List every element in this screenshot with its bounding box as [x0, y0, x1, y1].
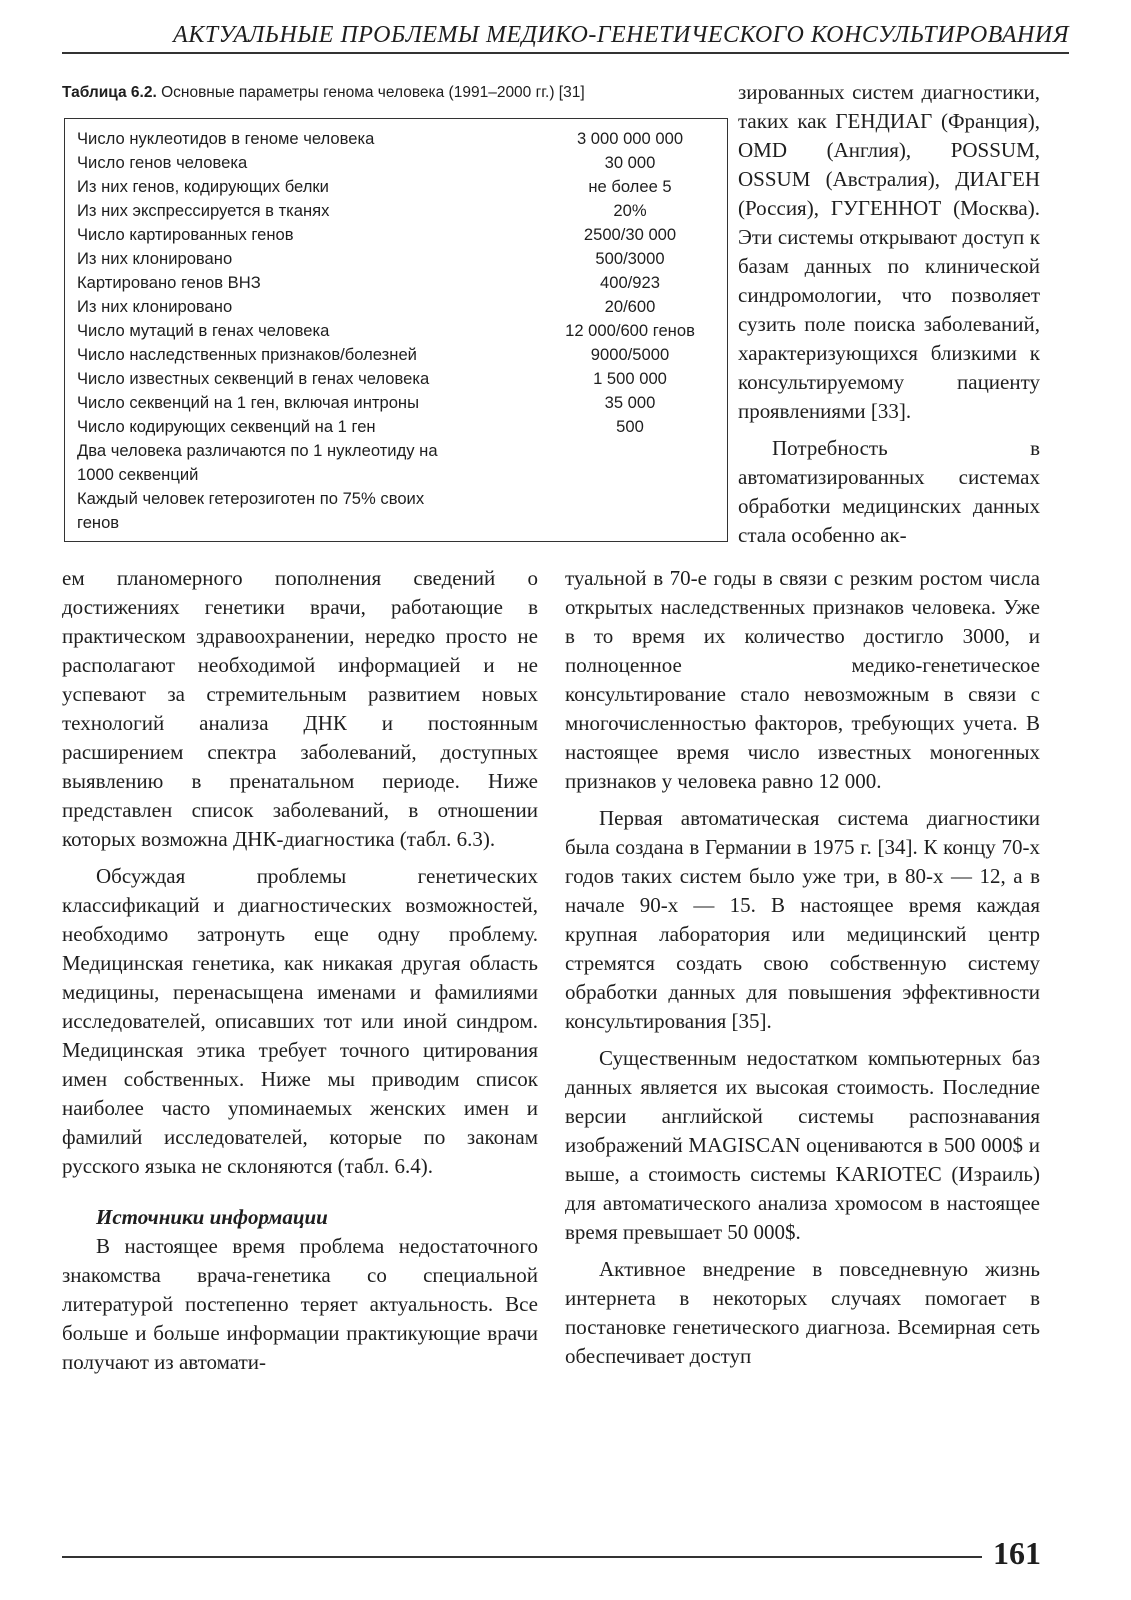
- param-cell: Из них клонировано: [77, 249, 233, 268]
- value-cell: 1 500 000: [593, 369, 667, 388]
- value-cell: 20/600: [604, 297, 656, 316]
- genome-parameters-table: [64, 118, 728, 542]
- table-caption: [62, 84, 732, 102]
- table-row: [77, 415, 727, 439]
- table-row: [77, 367, 727, 391]
- paragraph: зированных систем диагностики, таких как ГЕНДИАГ (Франция), OMD (Англия), POSSUM, OSSUM (Австралия), ДИАГЕН (Россия), ГУГЕННОТ (Москва). Эти системы открывают доступ к базам данных по клинической синдромологии, что позволяет сузить поле поиска заболеваний, характеризующихся близкими к консультируемому пациенту проявлениями [33].: [738, 80, 1040, 423]
- value-cell: 2500/30 000: [583, 225, 677, 244]
- param-cell: Каждый человек гетерозиготен по 75% своих генов: [77, 489, 425, 532]
- table-row: [77, 223, 727, 247]
- table-row: [77, 487, 727, 535]
- table-row: [77, 295, 727, 319]
- paragraph: Обсуждая проблемы генетических классификаций и диагностических возможностей, необходимо затронуть еще одну проблему. Медицинская генетика, как никакая другая область медицины, перенасыщена именами и фамилиями исследователей, описавших тот или иной синдром. Медицинская этика требует точного цитирования имен собственных. Ниже мы приводим список наиболее часто упоминаемых женских имен и фамилий исследователей, которые по законам русского языка не склоняются (табл. 6.4).: [62, 864, 538, 1178]
- table-row: [77, 343, 727, 367]
- right-column-top: [738, 78, 1040, 550]
- table-caption-label: Таблица 6.2.: [62, 84, 157, 101]
- param-cell: Из них генов, кодирующих белки: [77, 177, 329, 196]
- running-header: АКТУАЛЬНЫЕ ПРОБЛЕМЫ МЕДИКО-ГЕНЕТИЧЕСКОГО КОНСУЛЬТИРОВАНИЯ: [62, 18, 1069, 54]
- param-cell: Число кодирующих секвенций на 1 ген: [77, 417, 376, 436]
- paragraph: Потребность в автоматизированных системах обработки медицинских данных стала особенно ак-: [738, 436, 1040, 547]
- table-row: [77, 271, 727, 295]
- param-cell: Число мутаций в генах человека: [77, 321, 330, 340]
- value-cell: 30 000: [604, 153, 656, 172]
- paragraph: Активное внедрение в повседневную жизнь интернета в некоторых случаях помогает в постановке генетического диагноза. Всемирная сеть обеспечивает доступ: [565, 1257, 1040, 1368]
- right-column: [565, 564, 1040, 1371]
- value-cell: 12 000/600 генов: [565, 321, 695, 340]
- left-column: [62, 564, 538, 1377]
- param-cell: Число известных секвенций в генах человека: [77, 369, 430, 388]
- param-cell: Из них экспрессируется в тканях: [77, 201, 330, 220]
- param-cell: Число наследственных признаков/болезней: [77, 345, 417, 364]
- param-cell: Из них клонировано: [77, 297, 233, 316]
- value-cell: не более 5: [588, 177, 672, 196]
- paragraph: В настоящее время проблема недостаточного знакомства врача-генетика со специальной литературой постепенно теряет актуальность. Все больше и больше информации практикующие врачи получают из автомати-: [62, 1234, 538, 1374]
- table-row: [77, 319, 727, 343]
- table-row: [77, 151, 727, 175]
- page-number: 161: [993, 1535, 1041, 1571]
- footer-rule: [62, 1556, 982, 1558]
- table-row: [77, 391, 727, 415]
- value-cell: 20%: [613, 201, 647, 220]
- value-cell: 500: [616, 417, 644, 436]
- value-cell: 3 000 000 000: [576, 129, 684, 148]
- paragraph: Первая автоматическая система диагностики была создана в Германии в 1975 г. [34]. К концу 70-х годов таких систем было уже три, в 80-х — 12, а в начале 90-х — 15. В настоящее время каждая крупная лаборатория или медицинский центр стремятся создать свою собственную систему обработки данных для повышения эффективности консультирования [35].: [565, 806, 1040, 1033]
- value-cell: [457, 487, 635, 535]
- param-cell: Число нуклеотидов в геноме человека: [77, 129, 375, 148]
- table-row: [77, 247, 727, 271]
- table-row: [77, 175, 727, 199]
- param-cell: Два человека различаются по 1 нуклеотиду на 1000 секвенций: [77, 441, 438, 484]
- param-cell: Число генов человека: [77, 153, 248, 172]
- section-heading: Источники информации: [96, 1205, 328, 1229]
- value-cell: 500/3000: [595, 249, 665, 268]
- paragraph: туальной в 70-е годы в связи с резким ростом числа открытых наследственных признаков человека. Уже в то время их количество достигло 3000, и полноценное медико-генетическое консультирование стало невозможным в связи с многочисленностью факторов, требующих учета. В настоящее время число известных моногенных признаков у человека равно 12 000.: [565, 566, 1040, 793]
- param-cell: Картировано генов ВНЗ: [77, 273, 261, 292]
- param-cell: Число картированных генов: [77, 225, 294, 244]
- param-cell: Число секвенций на 1 ген, включая интроны: [77, 393, 420, 412]
- table-row: [77, 199, 727, 223]
- table-row: [77, 127, 727, 151]
- table-caption-text: Основные параметры генома человека (1991–2000 гг.) [31]: [161, 84, 585, 101]
- paragraph: Существенным недостатком компьютерных баз данных является их высокая стоимость. Последние версии английской системы распознавания изображений MAGISCAN оцениваются в 500 000$ и выше, а стоимость системы KARIOTEC (Израиль) для автоматического анализа хромосом в настоящее время превышает 50 000$.: [565, 1046, 1040, 1244]
- value-cell: 35 000: [604, 393, 656, 412]
- value-cell: 9000/5000: [590, 345, 670, 364]
- value-cell: 400/923: [600, 273, 660, 292]
- value-cell: [477, 439, 655, 487]
- paragraph: ем планомерного пополнения сведений о достижениях генетики врачи, работающие в практическом здравоохранении, нередко просто не располагают необходимой информацией и не успевают за стремительным развитием новых технологий анализа ДНК и постоянным расширением спектра заболеваний, доступных выявлению в пренатальном периоде. Ниже представлен список заболеваний, в отношении которых возможна ДНК-диагностика (табл. 6.3).: [62, 566, 538, 851]
- table-row: [77, 439, 727, 487]
